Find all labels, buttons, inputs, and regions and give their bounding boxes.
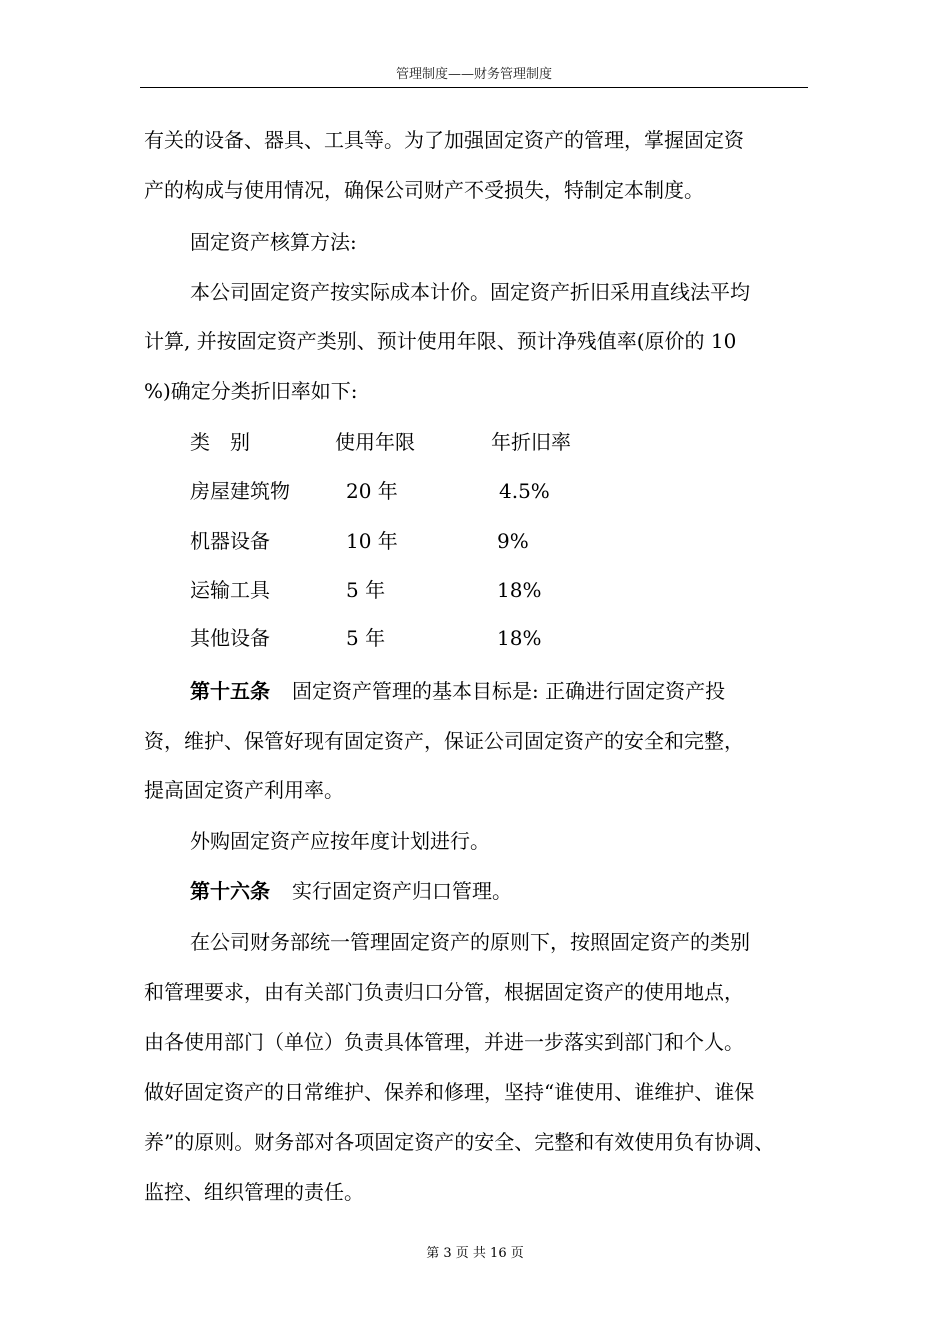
paragraph-line: 计算, 并按固定资产类别、预计使用年限、预计净残值率(原价的 10 — [144, 329, 737, 353]
table-cell-years: 10 年 — [346, 529, 398, 553]
article-label: 第十六条 — [190, 879, 270, 903]
table-cell-rate: 18% — [497, 626, 542, 650]
table-cell-category: 其他设备 — [190, 626, 270, 650]
table-cell-rate: 4.5% — [499, 479, 550, 503]
table-cell-rate: 9% — [497, 529, 529, 553]
section-heading: 固定资产核算方法: — [190, 230, 357, 254]
paragraph-line: 资，维护、保管好现有固定资产，保证公司固定资产的安全和完整， — [144, 729, 744, 753]
paragraph-line: 外购固定资产应按年度计划进行。 — [190, 829, 490, 853]
paragraph-line: 提高固定资产利用率。 — [144, 778, 344, 802]
paragraph-line: 做好固定资产的日常维护、保养和修理，坚持“谁使用、谁维护、谁保 — [144, 1080, 755, 1104]
header-rule — [140, 87, 808, 88]
table-cell-category: 运输工具 — [190, 578, 270, 602]
paragraph-line: %)确定分类折旧率如下: — [144, 379, 358, 403]
table-cell-rate: 18% — [497, 578, 542, 602]
article-text: 实行固定资产归口管理。 — [292, 879, 512, 903]
table-header-category: 类 别 — [190, 430, 250, 454]
article-16-line — [190, 877, 512, 905]
table-header-rate: 年折旧率 — [491, 430, 571, 454]
table-cell-years: 5 年 — [346, 626, 386, 650]
page-number: 第 3 页 共 16 页 — [426, 1246, 524, 1261]
article-text: 固定资产管理的基本目标是: 正确进行固定资产投 — [292, 679, 726, 703]
page-header: 管理制度——财务管理制度 — [395, 67, 552, 82]
paragraph-line: 和管理要求，由有关部门负责归口分管，根据固定资产的使用地点， — [144, 980, 744, 1004]
paragraph-line: 监控、组织管理的责任。 — [144, 1180, 364, 1204]
table-header-years: 使用年限 — [335, 430, 415, 454]
paragraph-line: 产的构成与使用情况，确保公司财产不受损失，特制定本制度。 — [144, 178, 704, 202]
table-cell-category: 房屋建筑物 — [190, 479, 290, 503]
table-cell-years: 20 年 — [346, 479, 398, 503]
article-15-line — [190, 677, 725, 705]
paragraph-line: 有关的设备、器具、工具等。为了加强固定资产的管理，掌握固定资 — [144, 128, 744, 152]
paragraph-line: 由各使用部门（单位）负责具体管理，并进一步落实到部门和个人。 — [144, 1030, 744, 1054]
paragraph-line: 本公司固定资产按实际成本计价。固定资产折旧采用直线法平均 — [190, 280, 750, 304]
table-cell-category: 机器设备 — [190, 529, 270, 553]
paragraph-line: 在公司财务部统一管理固定资产的原则下，按照固定资产的类别 — [190, 930, 750, 954]
article-label: 第十五条 — [190, 679, 270, 703]
table-cell-years: 5 年 — [346, 578, 386, 602]
paragraph-line: 养”的原则。财务部对各项固定资产的安全、完整和有效使用负有协调、 — [144, 1130, 775, 1154]
